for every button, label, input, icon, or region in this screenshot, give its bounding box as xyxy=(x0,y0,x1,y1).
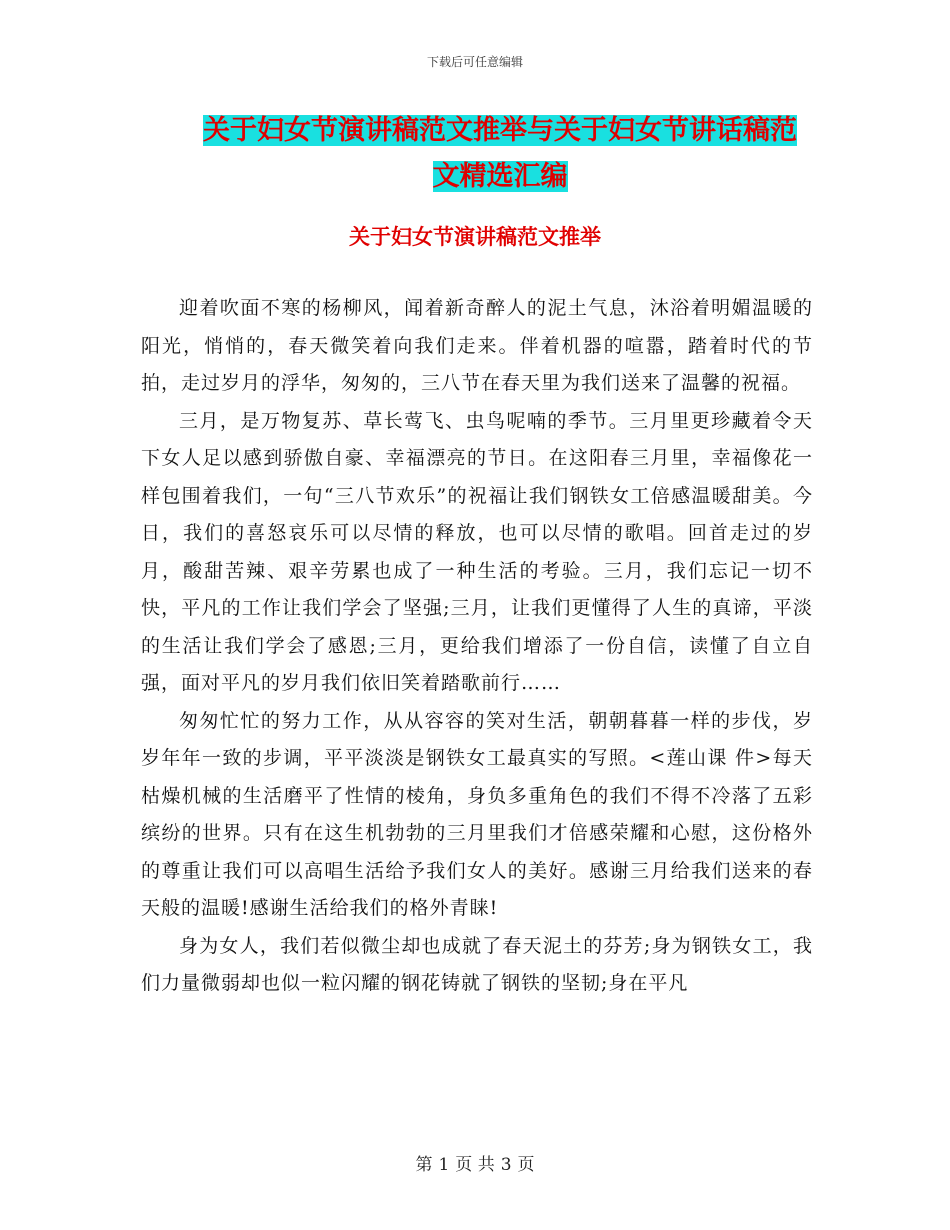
paragraph: 身为女人，我们若似微尘却也成就了春天泥土的芬芳;身为钢铁女工，我们力量微弱却也似一粒闪耀的钢花铸就了钢铁的坚韧;身在平凡 xyxy=(141,934,813,994)
document-title-text: 关于妇女节演讲稿范文推举与关于妇女节讲话稿范文精选汇编 xyxy=(203,115,797,192)
document-title xyxy=(190,108,810,200)
section-title: 关于妇女节演讲稿范文推举 xyxy=(349,225,601,249)
page-label-suffix: 页 xyxy=(517,1155,535,1175)
page-footer xyxy=(0,1154,950,1176)
paragraph: 三月，是万物复苏、草长莺飞、虫鸟呢喃的季节。三月里更珍藏着令天下女人足以感到骄傲自豪、幸福漂亮的节日。在这阳春三月里，幸福像花一样包围着我们，一句“三八节欢乐”的祝福让我们钢铁女工倍感温暖甜美。今日，我们的喜怒哀乐可以尽情的释放，也可以尽情的歌唱。回首走过的岁月，酸甜苦辣、艰辛劳累也成了一种生活的考验。三月，我们忘记一切不快，平凡的工作让我们学会了坚强;三月，让我们更懂得了人生的真谛，平淡的生活让我们学会了感恩;三月，更给我们增添了一份自信，读懂了自立自强，面对平凡的岁月我们依旧笑着踏歌前行…… xyxy=(141,409,813,694)
paragraph: 迎着吹面不寒的杨柳风，闻着新奇醉人的泥土气息，沐浴着明媚温暖的阳光，悄悄的，春天微笑着向我们走来。伴着机器的喧嚣，踏着时代的节拍，走过岁月的浮华，匆匆的，三八节在春天里为我们送来了温馨的祝福。 xyxy=(141,297,813,394)
total-pages-number: 3 xyxy=(500,1155,512,1175)
page-label-prefix: 第 xyxy=(415,1155,433,1175)
paragraph: 匆匆忙忙的努力工作，从从容容的笑对生活，朝朝暮暮一样的步伐，岁岁年年一致的步调，平平淡淡是钢铁女工最真实的写照。<莲山课 件>每天枯燥机械的生活磨平了性情的棱角，身负多重角色的我们不得不冷落了五彩缤纷的世界。只有在这生机勃勃的三月里我们才倍感荣耀和心慰，这份格外的尊重让我们可以高唱生活给予我们女人的美好。感谢三月给我们送来的春天般的温暖!感谢生活给我们的格外青睐! xyxy=(141,709,813,919)
document-body xyxy=(141,290,813,1003)
page-header-note: 下载后可任意编辑 xyxy=(426,55,523,69)
page-label-mid: 页 共 xyxy=(455,1155,495,1175)
current-page-number: 1 xyxy=(438,1155,450,1175)
